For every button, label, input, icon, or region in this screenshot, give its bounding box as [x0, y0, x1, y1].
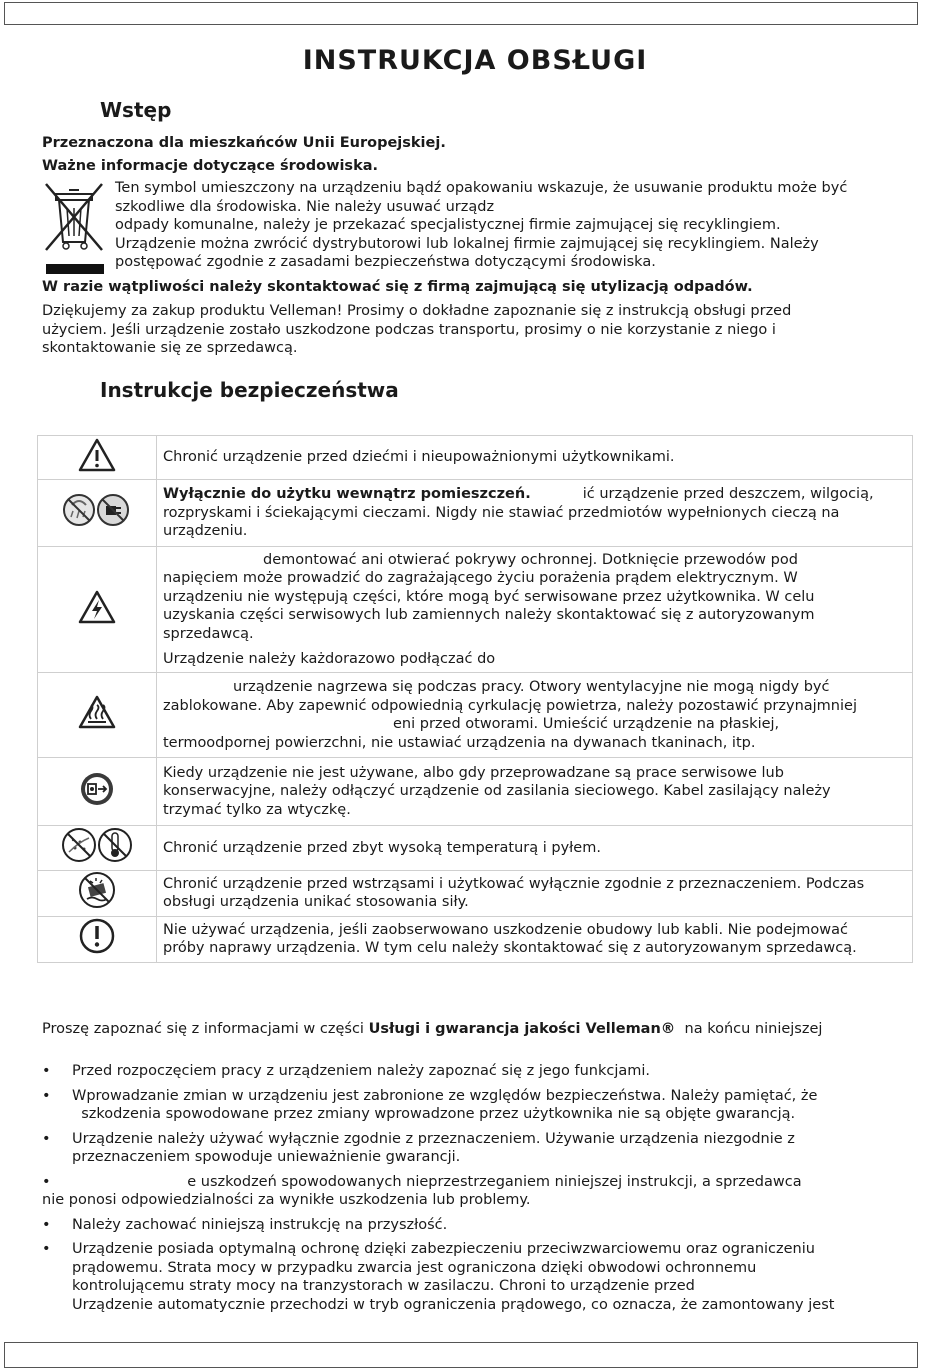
electric-shock-icon — [77, 589, 117, 625]
safety-text: obsługi urządzenia unikać stosowania siły. — [163, 894, 469, 910]
safety-text: urządzeniu. — [163, 523, 248, 540]
eu-line: Przeznaczona dla mieszkańców Unii Europejskiej. — [42, 135, 446, 151]
disposal-doubt-line: W razie wątpliwości należy skontaktować się z firmą zajmującą się utylizacją odpadów. — [42, 279, 753, 295]
usage-bullet-list — [42, 1062, 922, 1320]
safety-row — [38, 870, 913, 916]
safety-text: urządzenie nagrzewa się podczas pracy. Otwory wentylacyjne nie mogą nigdy być — [233, 679, 830, 695]
list-item: • e uszkodzeń spowodowanych nieprzestrzeganiem niniejszej instrukcji, a sprzedawca nie ponosi odpowiedzialności za wynikłe uszkodzenia lub problemy. — [42, 1173, 802, 1208]
safety-text: Chronić urządzenie przed zbyt wysoką temperaturą i pyłem. — [163, 839, 601, 856]
safety-text: Urządzenie należy każdorazowo podłączać do — [163, 651, 496, 667]
no-shock-icon — [78, 871, 116, 909]
bullet-icon: • — [42, 1173, 51, 1190]
list-item: • Przed rozpoczęciem pracy z urządzeniem należy zapoznać się z jego funkcjami. — [42, 1063, 651, 1079]
thanks-line: Dziękujemy za zakup produktu Velleman! Prosimy o dokładne zapoznanie się z instrukcją obsługi przed — [42, 303, 792, 319]
safety-text: Chronić urządzenie przed dziećmi i nieupoważnionymi użytkownikami. — [163, 449, 675, 466]
env-line: Urządzenie można zwrócić dystrybutorowi lub lokalnej firmie zajmującej się recyklingiem. Należy — [115, 235, 819, 252]
safety-text: uzyskania części serwisowych lub zamiennych należy skontaktować się z autoryzowanym — [163, 607, 815, 623]
bullet-icon: • — [42, 1063, 51, 1079]
bullet-icon: • — [42, 1216, 51, 1233]
safety-row — [38, 673, 913, 758]
safety-row — [38, 916, 913, 962]
warranty-note-text: Proszę zapoznać się z informacjami w części — [42, 1021, 369, 1037]
thanks-line: skontaktowanie się ze sprzedawcą. — [42, 340, 298, 356]
no-dust-no-heat-icon — [61, 826, 133, 864]
warning-triangle-icon — [77, 437, 117, 473]
env-line: odpady komunalne, należy je przekazać specjalistycznej firmie zajmującej się recyklingiem. — [115, 217, 781, 233]
bullet-icon: • — [42, 1241, 51, 1257]
crossed-bin-icon — [42, 180, 106, 276]
safety-text: trzymać tylko za wtyczkę. — [163, 801, 351, 818]
indoor-use-only-icon — [62, 491, 132, 529]
safety-text: eni przed otworami. Umieścić urządzenie na płaskiej, — [393, 716, 780, 732]
page-header-box — [4, 2, 918, 25]
list-item: • Urządzenie należy używać wyłącznie zgodnie z przeznaczeniem. Używanie urządzenia niezgodnie z przeznaczeniem spowoduje unieważnienie gwarancji. — [42, 1130, 795, 1165]
safety-row — [38, 480, 913, 547]
page-footer-box — [4, 1342, 918, 1368]
safety-text: próby naprawy urządzenia. W tym celu należy skontaktować się z autoryzowanym sprzedawcą. — [163, 940, 857, 956]
environment-heading: Ważne informacje dotyczące środowiska. — [42, 158, 378, 174]
safety-table — [37, 435, 913, 963]
bullet-icon: • — [42, 1087, 51, 1104]
hot-surface-icon — [77, 694, 117, 730]
list-item: • Wprowadzanie zmian w urządzeniu jest zabronione ze względów bezpieczeństwa. Należy pamiętać, że szkodzenia spowodowane przez zmiany wprowadzone przez użytkownika nie są objęte gwarancją. — [42, 1087, 818, 1122]
safety-text: demontować ani otwierać pokrywy ochronnej. Dotknięcie przewodów pod — [263, 551, 798, 568]
safety-bold-prefix: Wyłącznie do użytku wewnątrz pomieszczeń. — [163, 486, 531, 503]
intro-heading: Wstęp — [100, 98, 172, 122]
safety-text: Chronić urządzenie przed wstrząsami i użytkować wyłącznie zgodnie z przeznaczeniem. Podczas — [163, 875, 865, 892]
env-line: Ten symbol umieszczony na urządzeniu bądź opakowaniu wskazuje, że usuwanie produktu może być — [115, 180, 848, 196]
safety-row — [38, 826, 913, 871]
safety-text: rozpryskami i ściekającymi cieczami. Nigdy nie stawiać przedmiotów wypełnionych cieczą na — [163, 504, 840, 521]
safety-row — [38, 758, 913, 826]
safety-text: ić urządzenie przed deszczem, wilgocią, — [582, 486, 874, 503]
safety-text: napięciem może prowadzić do zagrażającego życiu porażenia prądem elektrycznym. W — [163, 570, 798, 586]
env-line: postępować zgodnie z zasadami bezpieczeństwa dotyczącymi środowiska. — [115, 254, 656, 270]
thanks-paragraph — [42, 302, 791, 358]
safety-text: sprzedawcą. — [163, 625, 254, 642]
environment-text — [115, 179, 915, 272]
list-item: • Urządzenie posiada optymalną ochronę dzięki zabezpieczeniu przeciwzwarciowemu oraz ograniczeniu prądowemu. Strata mocy w przypadku zwarcia jest ograniczona dzięki obwodowi ochronnemu kontrolującemu straty mocy na tranzystorach w zasilaczu. Chroni to urządzenie przed Urządzenie automatycznie przechodzi w tryb ograniczenia prądowego, co oznacza, że zamontowany jest — [42, 1241, 835, 1313]
unplug-icon — [79, 771, 115, 807]
env-line: szkodliwe dla środowiska. Nie należy usuwać urządz — [115, 198, 495, 215]
safety-heading: Instrukcje bezpieczeństwa — [100, 378, 399, 402]
safety-text: zablokowane. Aby zapewnić odpowiednią cyrkulację powietrza, należy pozostawić przynajmniej — [163, 697, 857, 714]
warranty-note — [42, 1020, 822, 1039]
bullet-icon: • — [42, 1130, 51, 1147]
safety-text: urządzeniu nie występują części, które mogą być serwisowane przez użytkownika. W celu — [163, 588, 815, 605]
safety-text: termoodpornej powierzchni, nie ustawiać urządzenia na dywanach tkaninach, itp. — [163, 734, 756, 751]
safety-row — [38, 547, 913, 673]
safety-text: Nie używać urządzenia, jeśli zaobserwowano uszkodzenie obudowy lub kabli. Nie podejmować — [163, 921, 849, 938]
list-item: • Należy zachować niniejszą instrukcję na przyszłość. — [42, 1216, 448, 1233]
document-title: INSTRUKCJA OBSŁUGI — [302, 45, 648, 76]
warranty-section-link: Usługi i gwarancja jakości Velleman® — [368, 1021, 676, 1037]
thanks-line: użyciem. Jeśli urządzenie zostało uszkodzone podczas transportu, prosimy o nie korzystanie z niego i — [42, 321, 776, 338]
safety-text: konserwacyjne, należy odłączyć urządzenie od zasilania sieciowego. Kabel zasilający należy — [163, 783, 831, 800]
attention-circle-icon — [78, 917, 116, 955]
safety-row — [38, 436, 913, 480]
safety-text: Kiedy urządzenie nie jest używane, albo gdy przeprowadzane są prace serwisowe lub — [163, 764, 784, 781]
warranty-note-text: na końcu niniejszej — [675, 1021, 823, 1037]
